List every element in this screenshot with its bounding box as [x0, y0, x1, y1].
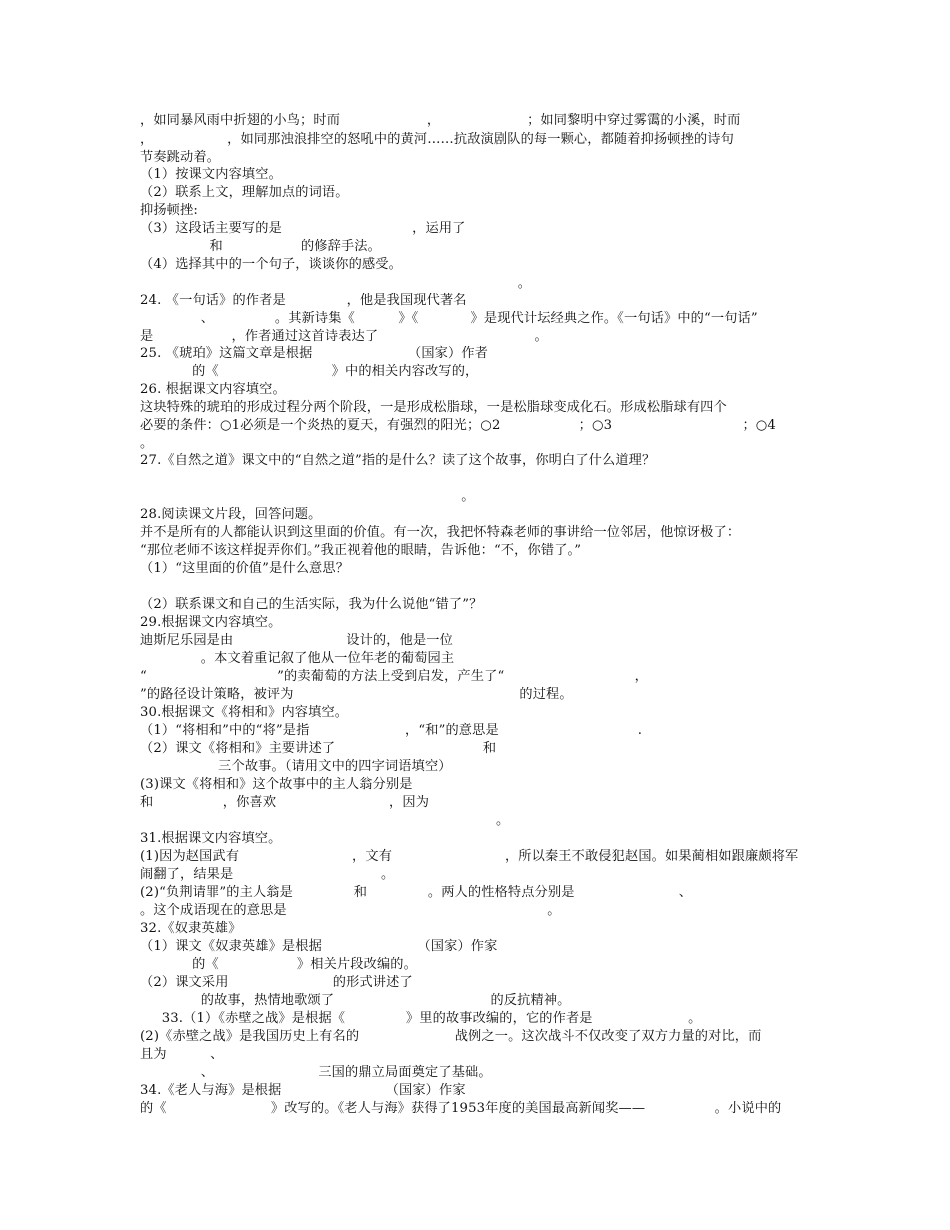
- text-line: （4）选择其中的一个句子，谈谈你的感受。: [140, 257, 402, 272]
- text-line: （1）按课文内容填空。: [140, 167, 282, 182]
- text-line: 26. 根据课文内容填空。: [140, 382, 286, 397]
- text-line: 32.《奴隶英雄》: [140, 921, 242, 936]
- text-line: （1）“这里面的价值”是什么意思？: [140, 561, 350, 576]
- text-line: 的《 》中的相关内容改写的，: [140, 364, 479, 379]
- text-line: “ ”的卖葡萄的方法上受到启发，产生了“ ，: [140, 669, 648, 684]
- text-line: 24. 《一句话》的作者是 ，他是我国现代著名: [140, 293, 467, 308]
- text-line: 和 的修辞手法。: [140, 239, 381, 254]
- text-line: 28.阅读课文片段，回答问题。: [140, 507, 322, 522]
- text-line: “那位老师不该这样捉弄你们。”我正视着他的眼睛，告诉他：“不，你错了。”: [140, 543, 582, 558]
- text-line: (3)课文《将相和》这个故事中的主人翁分别是: [140, 777, 413, 792]
- text-line: 且为 、: [140, 1047, 224, 1062]
- text-line: 、 三国的鼎立局面奠定了基础。: [140, 1065, 492, 1080]
- text-line: 迪斯尼乐园是由 设计的，他是一位: [140, 633, 453, 648]
- text-line: 31.根据课文内容填空。: [140, 831, 282, 846]
- text-line: 和 ，你喜欢 ，因为: [140, 795, 430, 810]
- text-line: 。: [140, 489, 475, 504]
- text-line: ，如同暴风雨中折翅的小鸟；时而 ， ；如同黎明中穿过雾霭的小溪，时而: [140, 113, 741, 128]
- text-line: 27.《自然之道》课文中的“自然之道”指的是什么？读了这个故事，你明白了什么道理？: [140, 453, 656, 468]
- text-line: 并不是所有的人都能认识到这里面的价值。有一次，我把怀特森老师的事讲给一位邻居，他惊讶极了：: [140, 525, 741, 540]
- text-line: 、 。其新诗集《 》《 》是现代计坛经典之作。《一句话》中的“一句话”: [140, 311, 758, 326]
- text-line: (2)“负荆请罪”的主人翁是 和 。两人的性格特点分别是 、: [140, 885, 693, 900]
- text-line: 25. 《琥珀》这篇文章是根据 （国家）作者: [140, 346, 489, 361]
- text-line: 必要的条件：○1必须是一个炎热的夏天，有强烈的阳光；○2 ；○3 ；○4: [140, 418, 776, 433]
- text-line: 33.（1）《赤壁之战》是根据《 》里的故事改编的，它的作者是 。: [140, 1011, 702, 1026]
- text-line: 30.根据课文《将相和》内容填空。: [140, 705, 349, 720]
- text-line: (1)因为赵国武有 ，文有 ，所以秦王不敢侵犯赵国。如果蔺相如跟廉颇将军: [140, 849, 799, 864]
- text-line: 闹翻了，结果是 。: [140, 867, 395, 882]
- text-line: 。: [140, 436, 154, 451]
- text-line: (2)《赤壁之战》是我国历史上有名的 战例之一。这次战斗不仅改变了双方力量的对比，而: [140, 1029, 762, 1044]
- text-line: （2）课文采用 的形式讲述了: [140, 975, 413, 990]
- text-line: 29.根据课文内容填空。: [140, 615, 282, 630]
- text-line: （1）“将相和”中的“将”是指 ，“和”的意思是 .: [140, 723, 643, 738]
- text-line: （3）这段话主要写的是 ，运用了: [140, 221, 466, 236]
- text-line: 。这个成语现在的意思是 。: [140, 903, 561, 918]
- text-line: 节奏跳动着。: [140, 150, 221, 165]
- text-line: （2）课文《将相和》主要讲述了 和: [140, 741, 497, 756]
- text-line: 的《 》改写的。《老人与海》获得了1953年度的美国最高新闻奖—— 。小说中的: [140, 1101, 782, 1116]
- text-line: 的故事，热情地歌颂了 的反抗精神。: [140, 993, 571, 1008]
- text-line: 抑扬顿挫:: [140, 203, 198, 218]
- text-line: （1）课文《奴隶英雄》是根据 （国家）作家: [140, 939, 498, 954]
- text-line: ”的路径设计策略，被评为 的过程。: [140, 687, 573, 702]
- text-line: 的《 》相关片段改编的。: [140, 957, 417, 972]
- text-line: ， ，如同那浊浪排空的怒吼中的黄河……抗敌演剧队的每一颗心，都随着抑扬顿挫的诗句: [140, 132, 734, 147]
- text-line: 。: [140, 276, 532, 291]
- text-line: 是 ，作者通过这首诗表达了 。: [140, 329, 548, 344]
- text-line: 。本文着重记叙了他从一位年老的葡萄园主: [140, 651, 455, 666]
- text-line: 34.《老人与海》是根据 （国家）作家: [140, 1083, 466, 1098]
- text-line: 。: [140, 813, 510, 828]
- text-line: （2）联系上文，理解加点的词语。: [140, 185, 349, 200]
- text-line: 这块特殊的琥珀的形成过程分两个阶段，一是形成松脂球，一是松脂球变成化石。形成松脂球有四个: [140, 400, 727, 415]
- text-line: （2）联系课文和自己的生活实际，我为什么说他“错了”？: [140, 597, 483, 612]
- text-line: 三个故事。（请用文中的四字词语填空）: [140, 759, 452, 774]
